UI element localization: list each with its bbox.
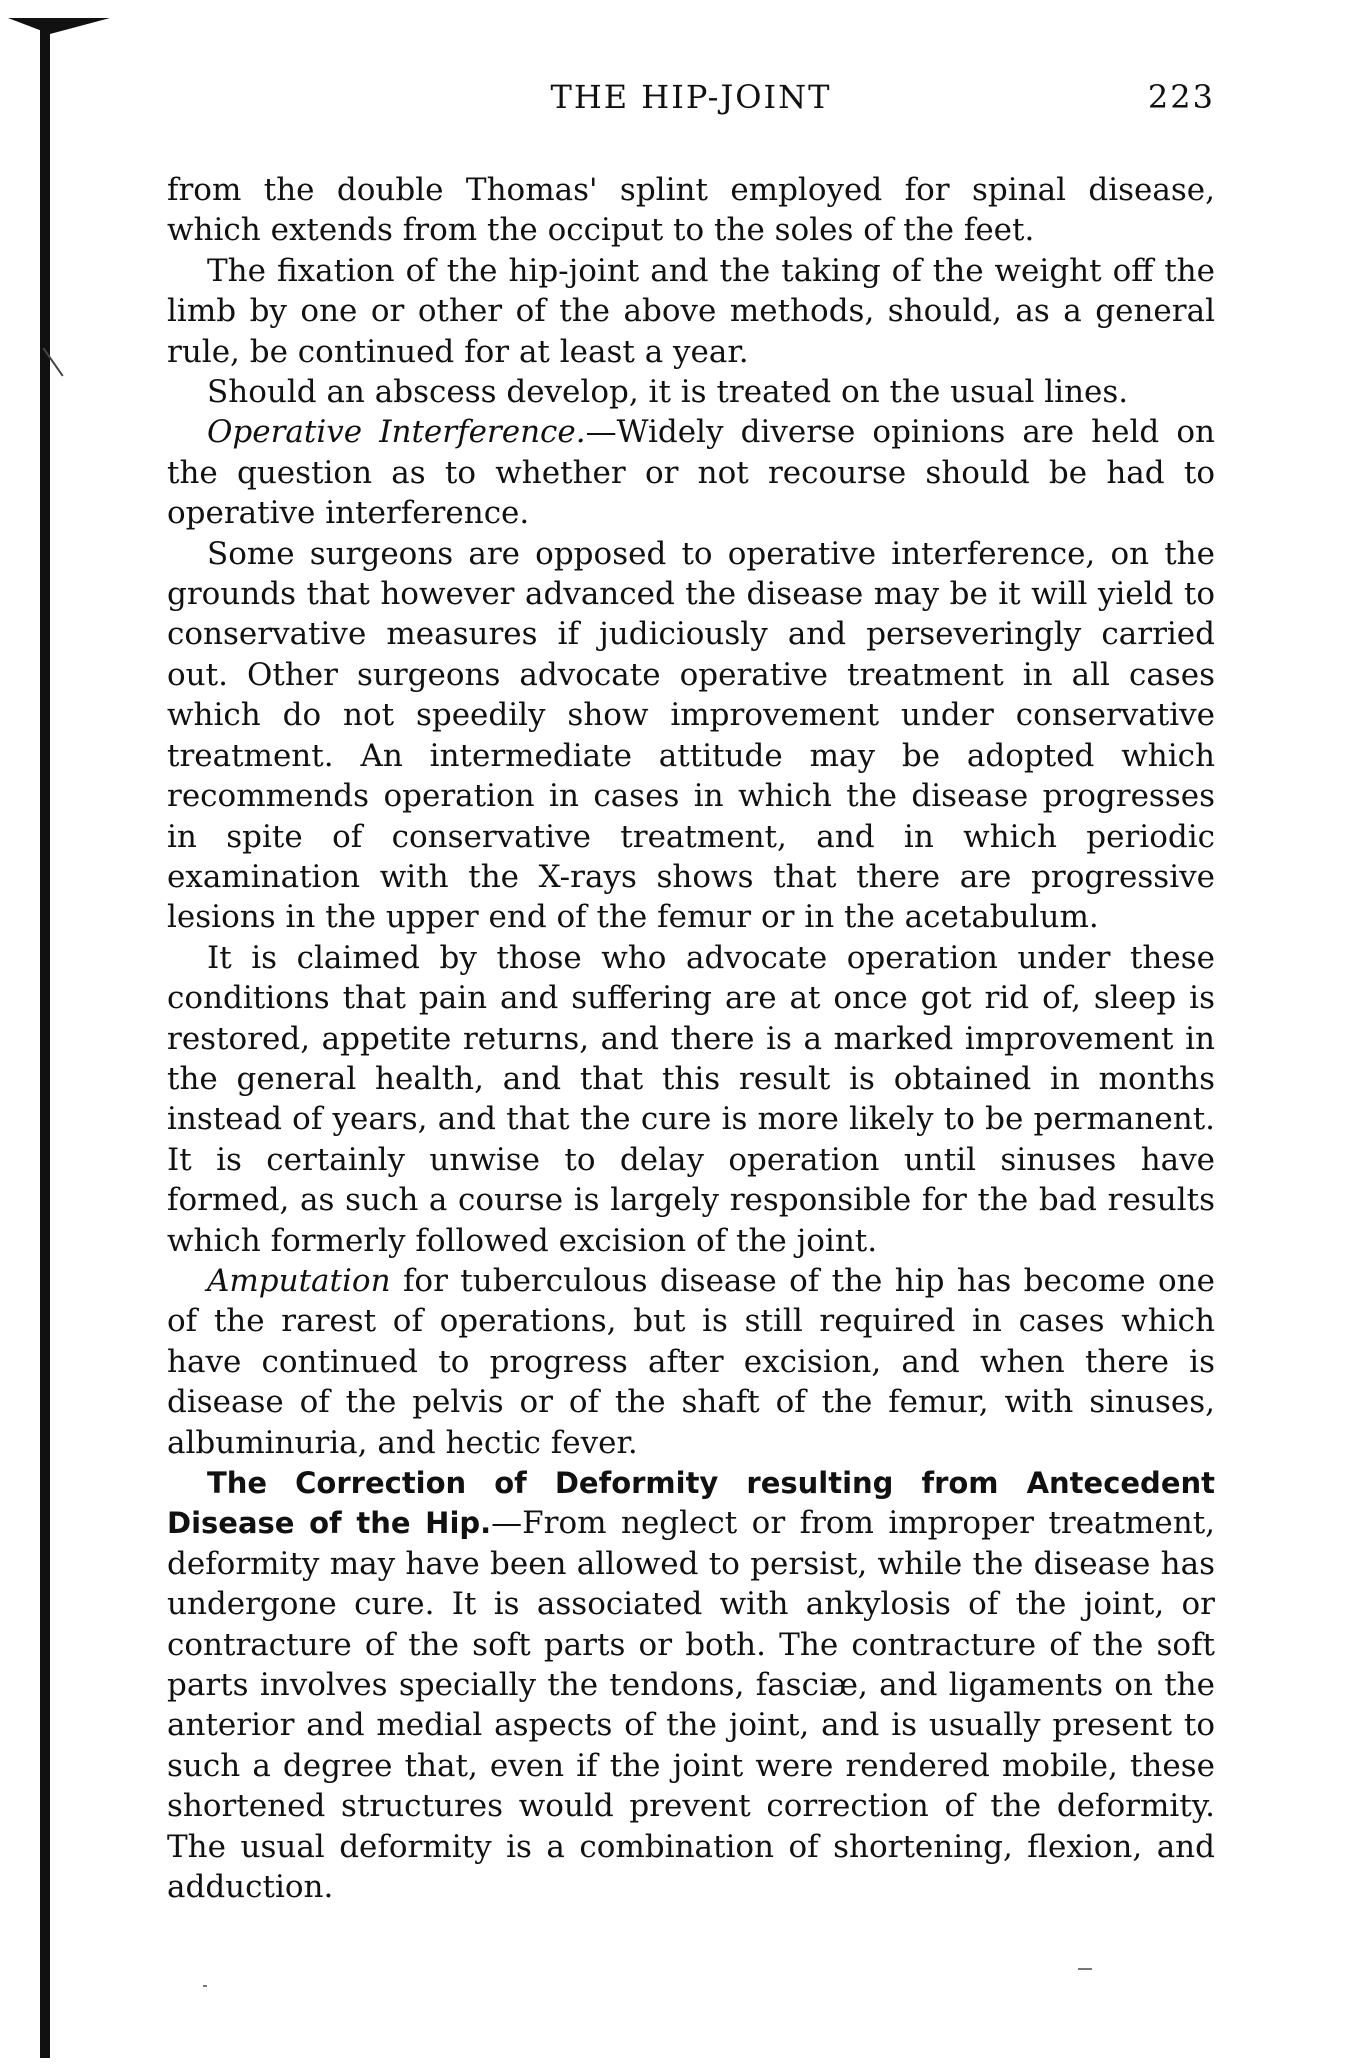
binding-edge-top (8, 18, 110, 34)
stray-dot (203, 1985, 207, 1987)
amputation-text: for tuberculous disease of the hip has become one of the rarest of operations, but is still required in cases which have continued to progress after excision, and when there is disease of the pelvis or of the shaft of the femur, with sinuses, albuminuria, and hectic fever. (167, 1262, 1215, 1461)
paragraph-abscess: Should an abscess develop, it is treated on the usual lines. (207, 374, 1129, 411)
page-number: 223 (1147, 78, 1215, 116)
binding-edge (40, 28, 50, 2058)
paragraph-amputation (167, 1261, 1215, 1463)
operative-interference-heading: Operative Interference. (207, 414, 586, 451)
paragraph-operative-interference (167, 412, 1215, 533)
correction-heading: The Correction of Deformity resulting from Antecedent Disease of the Hip. (167, 1466, 1215, 1541)
paragraph-fixation: The fixation of the hip-joint and the taking of the weight off the limb by one or other of the above methods, should, as a general rule, be continued for at least a year. (167, 252, 1215, 370)
page-header (167, 78, 1215, 124)
operative-interference-text: —Widely diverse opinions are held on the question as to whether or not recourse should be had to operative interference. (167, 414, 1216, 532)
paragraph-claims: It is claimed by those who advocate operation under these conditions that pain and suffering are at once got rid of, sleep is restored, appetite returns, and there is a marked improvement in the general health, and that this result is obtained in months instead of years, and that the cure is more likely to be permanent. It is certainly unwise to delay operation until sinuses have formed, as such a course is largely responsible for the bad results which formerly followed excision of the joint. (167, 939, 1215, 1259)
correction-text: —From neglect or from improper treatment, deformity may have been allowed to persist, while the disease has undergone cure. It is associated with ankylosis of the joint, or contracture of the soft parts or both. The contracture of the soft parts involves specially the tendons, fasciæ, and ligaments on the anterior and medial aspects of the joint, and is usually present to such a degree that, even if the joint were rendered mobile, these shortened structures would prevent correction of the deformity. The usual deformity is a combination of shortening, flexion, and adduction. (167, 1505, 1216, 1906)
paragraph-correction-of-deformity (167, 1463, 1215, 1907)
paragraph-continued: from the double Thomas' splint employed for spinal disease, which extends from the occiput to the soles of the feet. (167, 172, 1215, 249)
running-title: THE HIP-JOINT (550, 78, 832, 116)
stray-mark (1078, 1968, 1092, 1970)
amputation-heading: Amputation (207, 1262, 391, 1299)
paragraph-surgeons-opinions: Some surgeons are opposed to operative interference, on the grounds that however advanced the disease may be it will yield to conservative measures if judiciously and perseveringly carried out. Other surgeons advocate operative treatment in all cases which do not speedily show improvement under conservative treatment. An intermediate attitude may be adopted which recommends operation in cases in which the disease progresses in spite of conservative treatment, and in which periodic examination with the X-rays shows that there are progressive lesions in the upper end of the femur or in the acetabulum. (167, 535, 1215, 936)
body-text (167, 170, 1215, 1907)
